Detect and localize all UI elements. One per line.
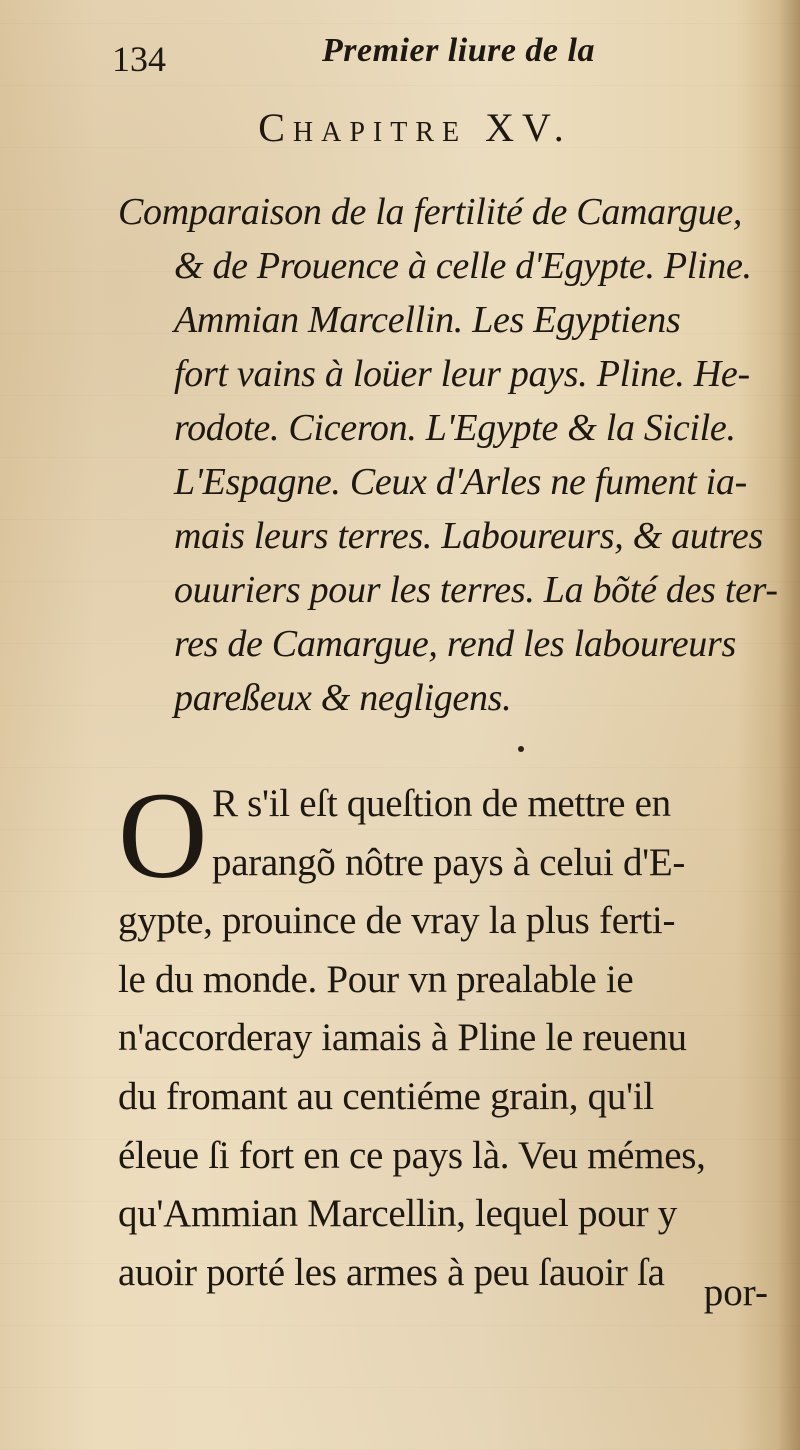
summary-line: rodote. Ciceron. L'Egypte & la Sicile.	[174, 407, 736, 449]
summary-line: L'Espagne. Ceux d'Arles ne fument ia-	[174, 461, 747, 503]
chapter-title: Chapitre XV.	[258, 105, 572, 150]
summary-line: pareßeux & negligens.	[174, 677, 512, 719]
body-line: auoir porté les armes à peu ſauoir ſa	[118, 1250, 665, 1294]
body-line: parangõ nôtre pays à celui d'E-	[212, 840, 686, 884]
chapter-summary	[118, 185, 778, 725]
summary-line: & de Prouence à celle d'Egypte. Pline.	[174, 245, 752, 287]
body-line: le du monde. Pour vn prealable ie	[118, 957, 634, 1001]
body-line: éleue ſi fort en ce pays là. Veu mémes,	[118, 1133, 706, 1177]
running-head: Premier liure de la	[322, 32, 595, 69]
body-line: qu'Ammian Marcellin, lequel pour y	[118, 1192, 677, 1236]
summary-line: Ammian Marcellin. Les Egyptiens	[174, 299, 681, 341]
page-number: 134	[112, 39, 166, 79]
body-line: gypte, prouince de vray la plus ferti-	[118, 899, 676, 943]
summary-line: ouuriers pour les terres. La bõté des ter-	[174, 569, 778, 611]
summary-line: Comparaison de la fertilité de Camargue,	[118, 191, 743, 233]
body-line: R s'il eſt queſtion de mettre en	[212, 782, 671, 825]
body-line: du fromant au centiéme grain, qu'il	[118, 1074, 654, 1118]
body-line: n'accorderay iamais à Pline le reuenu	[118, 1016, 687, 1060]
summary-line: mais leurs terres. Laboureurs, & autres	[174, 515, 763, 557]
summary-line: res de Camargue, rend les laboureurs	[174, 623, 736, 665]
ornament-dot	[518, 746, 524, 752]
body-text	[118, 767, 790, 1302]
page-header	[0, 28, 800, 88]
catchword: por-	[703, 1271, 768, 1314]
drop-cap: O	[118, 767, 208, 904]
summary-line: fort vains à loüer leur pays. Pline. He-	[174, 353, 750, 395]
